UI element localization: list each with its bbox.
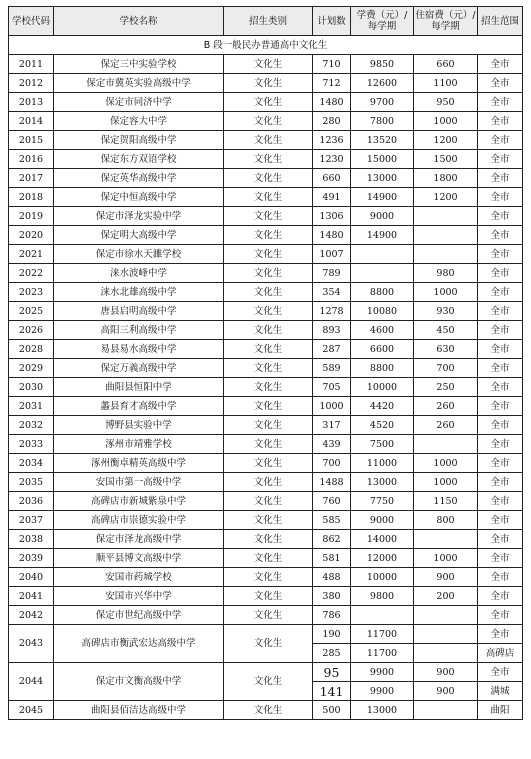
cell-category: 文化生 [224, 378, 313, 397]
cell-dorm: 450 [414, 321, 478, 340]
cell-tuition: 9700 [351, 93, 414, 112]
cell-plan: 488 [313, 568, 351, 587]
cell-category: 文化生 [224, 74, 313, 93]
cell-code: 2016 [9, 150, 54, 169]
cell-plan: 712 [313, 74, 351, 93]
cell-code: 2039 [9, 549, 54, 568]
cell-scope: 全市 [478, 74, 523, 93]
cell-name: 涿州市靖雅学校 [54, 435, 224, 454]
cell-scope: 全市 [478, 321, 523, 340]
cell-code: 2029 [9, 359, 54, 378]
cell-dorm: 260 [414, 397, 478, 416]
cell-dorm: 1000 [414, 283, 478, 302]
cell-name: 保定市冀英实验高级中学 [54, 74, 224, 93]
cell-dorm: 1500 [414, 150, 478, 169]
cell-name: 保定万義高级中学 [54, 359, 224, 378]
admissions-table [8, 6, 523, 720]
cell-name: 保定市泽龙高级中学 [54, 530, 224, 549]
cell-dorm: 1800 [414, 169, 478, 188]
cell-code: 2025 [9, 302, 54, 321]
cell-plan: 660 [313, 169, 351, 188]
cell-name: 保定市同济中学 [54, 93, 224, 112]
cell-plan: 1480 [313, 226, 351, 245]
cell-plan: 789 [313, 264, 351, 283]
cell-category: 文化生 [224, 150, 313, 169]
cell-plan: 705 [313, 378, 351, 397]
cell-name: 博野县实验中学 [54, 416, 224, 435]
cell-name: 涞水北雄高级中学 [54, 283, 224, 302]
cell-plan: 1230 [313, 150, 351, 169]
cell-tuition: 12600 [351, 74, 414, 93]
cell-scope: 全市 [478, 188, 523, 207]
cell-plan: 95 [313, 663, 351, 682]
cell-category: 文化生 [224, 245, 313, 264]
table-row [9, 568, 523, 587]
header-tuition-line2: 每学期 [367, 21, 397, 32]
cell-plan: 439 [313, 435, 351, 454]
cell-category: 文化生 [224, 359, 313, 378]
cell-dorm: 1100 [414, 74, 478, 93]
cell-dorm: 1000 [414, 549, 478, 568]
cell-name: 保定市世纪高级中学 [54, 606, 224, 625]
cell-category: 文化生 [224, 587, 313, 606]
cell-dorm: 1000 [414, 473, 478, 492]
cell-code: 2028 [9, 340, 54, 359]
cell-tuition: 14900 [351, 188, 414, 207]
table-row [9, 302, 523, 321]
table-row [9, 264, 523, 283]
cell-category: 文化生 [224, 625, 313, 663]
cell-scope: 全市 [478, 663, 523, 682]
cell-code: 2013 [9, 93, 54, 112]
cell-tuition: 13000 [351, 169, 414, 188]
cell-category: 文化生 [224, 112, 313, 131]
cell-name: 安国市兴华中学 [54, 587, 224, 606]
cell-name: 保定东方双语学校 [54, 150, 224, 169]
cell-category: 文化生 [224, 435, 313, 454]
cell-tuition: 4600 [351, 321, 414, 340]
cell-category: 文化生 [224, 568, 313, 587]
cell-scope: 全市 [478, 492, 523, 511]
cell-scope: 全市 [478, 207, 523, 226]
cell-code: 2011 [9, 55, 54, 74]
cell-category: 文化生 [224, 283, 313, 302]
cell-scope: 全市 [478, 226, 523, 245]
cell-name: 保定市泽龙实验中学 [54, 207, 224, 226]
cell-scope: 高碑店 [478, 644, 523, 663]
cell-plan: 585 [313, 511, 351, 530]
header-tuition [351, 7, 414, 36]
cell-scope: 曲阳 [478, 701, 523, 720]
admissions-table-container [8, 6, 522, 720]
cell-code: 2043 [9, 625, 54, 663]
cell-scope: 全市 [478, 150, 523, 169]
table-row [9, 359, 523, 378]
cell-scope: 全市 [478, 511, 523, 530]
section-row [9, 36, 523, 55]
cell-tuition: 7500 [351, 435, 414, 454]
cell-code: 2019 [9, 207, 54, 226]
table-row [9, 473, 523, 492]
cell-category: 文化生 [224, 492, 313, 511]
cell-name: 高碑店市崇德实验中学 [54, 511, 224, 530]
cell-tuition: 8800 [351, 283, 414, 302]
cell-name: 涿州衡卓精英高级中学 [54, 454, 224, 473]
table-row [9, 492, 523, 511]
cell-scope: 全市 [478, 302, 523, 321]
cell-tuition: 10000 [351, 378, 414, 397]
cell-name: 保定三中实验学校 [54, 55, 224, 74]
cell-tuition: 13520 [351, 131, 414, 150]
table-row [9, 530, 523, 549]
cell-scope: 全市 [478, 435, 523, 454]
table-row [9, 188, 523, 207]
cell-dorm: 800 [414, 511, 478, 530]
cell-scope: 全市 [478, 169, 523, 188]
cell-dorm [414, 701, 478, 720]
cell-code: 2018 [9, 188, 54, 207]
table-row [9, 283, 523, 302]
cell-plan: 317 [313, 416, 351, 435]
cell-tuition: 9000 [351, 511, 414, 530]
cell-tuition: 13000 [351, 701, 414, 720]
table-row [9, 150, 523, 169]
cell-dorm: 950 [414, 93, 478, 112]
cell-category: 文化生 [224, 511, 313, 530]
cell-category: 文化生 [224, 226, 313, 245]
cell-tuition: 9900 [351, 682, 414, 701]
cell-dorm: 630 [414, 340, 478, 359]
cell-tuition: 8800 [351, 359, 414, 378]
cell-code: 2020 [9, 226, 54, 245]
cell-name: 安国市药城学校 [54, 568, 224, 587]
table-row [9, 701, 523, 720]
cell-scope: 全市 [478, 93, 523, 112]
cell-plan: 700 [313, 454, 351, 473]
cell-scope: 全市 [478, 568, 523, 587]
cell-category: 文化生 [224, 93, 313, 112]
cell-tuition: 11700 [351, 644, 414, 663]
cell-scope: 全市 [478, 530, 523, 549]
cell-code: 2012 [9, 74, 54, 93]
cell-code: 2026 [9, 321, 54, 340]
cell-dorm: 250 [414, 378, 478, 397]
cell-tuition: 15000 [351, 150, 414, 169]
cell-plan: 1488 [313, 473, 351, 492]
cell-plan: 893 [313, 321, 351, 340]
cell-name: 蠡县育才高级中学 [54, 397, 224, 416]
cell-name: 保定市徐水天濉学校 [54, 245, 224, 264]
cell-plan: 380 [313, 587, 351, 606]
cell-dorm [414, 644, 478, 663]
cell-dorm [414, 530, 478, 549]
table-row [9, 207, 523, 226]
cell-code: 2040 [9, 568, 54, 587]
cell-tuition: 6600 [351, 340, 414, 359]
header-tuition-line1: 学费（元）/ [356, 10, 408, 21]
cell-scope: 全市 [478, 283, 523, 302]
cell-code: 2041 [9, 587, 54, 606]
cell-category: 文化生 [224, 606, 313, 625]
cell-category: 文化生 [224, 701, 313, 720]
table-row [9, 549, 523, 568]
table-row [9, 321, 523, 340]
cell-name: 顺平县博文高级中学 [54, 549, 224, 568]
table-row [9, 663, 523, 682]
cell-plan: 589 [313, 359, 351, 378]
cell-dorm: 1000 [414, 454, 478, 473]
cell-category: 文化生 [224, 207, 313, 226]
cell-dorm [414, 606, 478, 625]
cell-plan: 760 [313, 492, 351, 511]
cell-category: 文化生 [224, 264, 313, 283]
cell-dorm [414, 226, 478, 245]
cell-category: 文化生 [224, 397, 313, 416]
cell-dorm: 980 [414, 264, 478, 283]
cell-category: 文化生 [224, 188, 313, 207]
cell-plan: 1000 [313, 397, 351, 416]
cell-category: 文化生 [224, 302, 313, 321]
cell-tuition: 12000 [351, 549, 414, 568]
cell-name: 涞水波峰中学 [54, 264, 224, 283]
header-dorm [414, 7, 478, 36]
cell-scope: 全市 [478, 340, 523, 359]
cell-plan: 500 [313, 701, 351, 720]
cell-plan: 1306 [313, 207, 351, 226]
cell-tuition: 9900 [351, 663, 414, 682]
cell-scope: 全市 [478, 473, 523, 492]
cell-dorm: 900 [414, 663, 478, 682]
cell-plan: 581 [313, 549, 351, 568]
table-row [9, 587, 523, 606]
cell-dorm [414, 625, 478, 644]
cell-tuition: 10080 [351, 302, 414, 321]
cell-scope: 全市 [478, 397, 523, 416]
cell-category: 文化生 [224, 549, 313, 568]
cell-tuition: 10000 [351, 568, 414, 587]
header-code: 学校代码 [9, 7, 54, 36]
cell-tuition: 11700 [351, 625, 414, 644]
cell-scope: 全市 [478, 606, 523, 625]
table-row [9, 112, 523, 131]
cell-category: 文化生 [224, 55, 313, 74]
cell-dorm: 700 [414, 359, 478, 378]
cell-dorm: 660 [414, 55, 478, 74]
cell-plan: 354 [313, 283, 351, 302]
cell-tuition [351, 264, 414, 283]
table-row [9, 435, 523, 454]
cell-name: 保定明大高级中学 [54, 226, 224, 245]
cell-dorm [414, 435, 478, 454]
cell-code: 2014 [9, 112, 54, 131]
table-row [9, 378, 523, 397]
cell-tuition: 4520 [351, 416, 414, 435]
cell-scope: 全市 [478, 131, 523, 150]
cell-tuition: 7800 [351, 112, 414, 131]
cell-scope: 全市 [478, 587, 523, 606]
cell-name: 高阳三利高级中学 [54, 321, 224, 340]
header-dorm-line2: 每学期 [431, 21, 460, 32]
header-row [9, 7, 523, 36]
table-row [9, 245, 523, 264]
cell-scope: 满城 [478, 682, 523, 701]
cell-tuition: 13000 [351, 473, 414, 492]
table-row [9, 131, 523, 150]
table-row [9, 625, 523, 644]
table-row [9, 416, 523, 435]
cell-scope: 全市 [478, 264, 523, 283]
table-row [9, 340, 523, 359]
cell-category: 文化生 [224, 530, 313, 549]
table-row [9, 454, 523, 473]
cell-dorm: 1200 [414, 188, 478, 207]
cell-name: 保定市文衡高级中学 [54, 663, 224, 701]
header-category: 招生类别 [224, 7, 313, 36]
cell-tuition: 9000 [351, 207, 414, 226]
table-row [9, 74, 523, 93]
cell-name: 保定英华高级中学 [54, 169, 224, 188]
cell-name: 曲阳县恒阳中学 [54, 378, 224, 397]
cell-category: 文化生 [224, 169, 313, 188]
table-row [9, 511, 523, 530]
cell-code: 2044 [9, 663, 54, 701]
cell-code: 2042 [9, 606, 54, 625]
table-row [9, 606, 523, 625]
cell-name: 易县易水高级中学 [54, 340, 224, 359]
cell-dorm: 1150 [414, 492, 478, 511]
cell-name: 保定贺阳高级中学 [54, 131, 224, 150]
cell-code: 2032 [9, 416, 54, 435]
cell-dorm: 900 [414, 568, 478, 587]
cell-code: 2035 [9, 473, 54, 492]
cell-dorm [414, 245, 478, 264]
cell-tuition [351, 245, 414, 264]
cell-dorm: 260 [414, 416, 478, 435]
section-title: B 段一般民办普通高中文化生 [9, 36, 523, 55]
cell-plan: 287 [313, 340, 351, 359]
cell-tuition: 9800 [351, 587, 414, 606]
cell-scope: 全市 [478, 55, 523, 74]
cell-code: 2017 [9, 169, 54, 188]
cell-plan: 285 [313, 644, 351, 663]
cell-code: 2030 [9, 378, 54, 397]
cell-code: 2034 [9, 454, 54, 473]
cell-scope: 全市 [478, 245, 523, 264]
cell-plan: 786 [313, 606, 351, 625]
cell-name: 安国市第一高级中学 [54, 473, 224, 492]
cell-plan: 862 [313, 530, 351, 549]
cell-plan: 1007 [313, 245, 351, 264]
cell-name: 高碑店市新城紫泉中学 [54, 492, 224, 511]
cell-plan: 190 [313, 625, 351, 644]
table-row [9, 93, 523, 112]
cell-name: 曲阳县佰洁达高级中学 [54, 701, 224, 720]
cell-dorm: 1000 [414, 112, 478, 131]
cell-scope: 全市 [478, 625, 523, 644]
table-row [9, 226, 523, 245]
cell-category: 文化生 [224, 663, 313, 701]
cell-code: 2045 [9, 701, 54, 720]
cell-code: 2033 [9, 435, 54, 454]
cell-dorm: 1200 [414, 131, 478, 150]
cell-scope: 全市 [478, 359, 523, 378]
cell-plan: 1278 [313, 302, 351, 321]
cell-dorm: 930 [414, 302, 478, 321]
cell-dorm: 200 [414, 587, 478, 606]
cell-tuition: 7750 [351, 492, 414, 511]
cell-category: 文化生 [224, 321, 313, 340]
cell-code: 2036 [9, 492, 54, 511]
cell-code: 2038 [9, 530, 54, 549]
cell-category: 文化生 [224, 454, 313, 473]
cell-dorm: 900 [414, 682, 478, 701]
cell-code: 2037 [9, 511, 54, 530]
cell-code: 2023 [9, 283, 54, 302]
cell-scope: 全市 [478, 112, 523, 131]
table-row [9, 397, 523, 416]
cell-name: 唐县启明高级中学 [54, 302, 224, 321]
cell-category: 文化生 [224, 416, 313, 435]
cell-plan: 710 [313, 55, 351, 74]
cell-code: 2021 [9, 245, 54, 264]
cell-plan: 1236 [313, 131, 351, 150]
cell-dorm [414, 207, 478, 226]
table-row [9, 169, 523, 188]
cell-category: 文化生 [224, 473, 313, 492]
cell-scope: 全市 [478, 549, 523, 568]
cell-scope: 全市 [478, 416, 523, 435]
table-row [9, 55, 523, 74]
cell-name: 高碑店市衡武宏达高级中学 [54, 625, 224, 663]
cell-plan: 280 [313, 112, 351, 131]
cell-name: 保定容大中学 [54, 112, 224, 131]
cell-plan: 141 [313, 682, 351, 701]
cell-scope: 全市 [478, 378, 523, 397]
cell-tuition [351, 606, 414, 625]
cell-tuition: 14000 [351, 530, 414, 549]
cell-plan: 491 [313, 188, 351, 207]
cell-code: 2015 [9, 131, 54, 150]
header-plan: 计划数 [313, 7, 351, 36]
cell-plan: 1480 [313, 93, 351, 112]
cell-tuition: 4420 [351, 397, 414, 416]
cell-category: 文化生 [224, 131, 313, 150]
header-dorm-line1: 住宿费（元）/ [415, 10, 476, 21]
cell-category: 文化生 [224, 340, 313, 359]
cell-code: 2022 [9, 264, 54, 283]
cell-code: 2031 [9, 397, 54, 416]
header-name: 学校名称 [54, 7, 224, 36]
cell-scope: 全市 [478, 454, 523, 473]
cell-name: 保定中恒高级中学 [54, 188, 224, 207]
cell-tuition: 11000 [351, 454, 414, 473]
header-scope: 招生范围 [478, 7, 523, 36]
cell-tuition: 9850 [351, 55, 414, 74]
cell-tuition: 14900 [351, 226, 414, 245]
